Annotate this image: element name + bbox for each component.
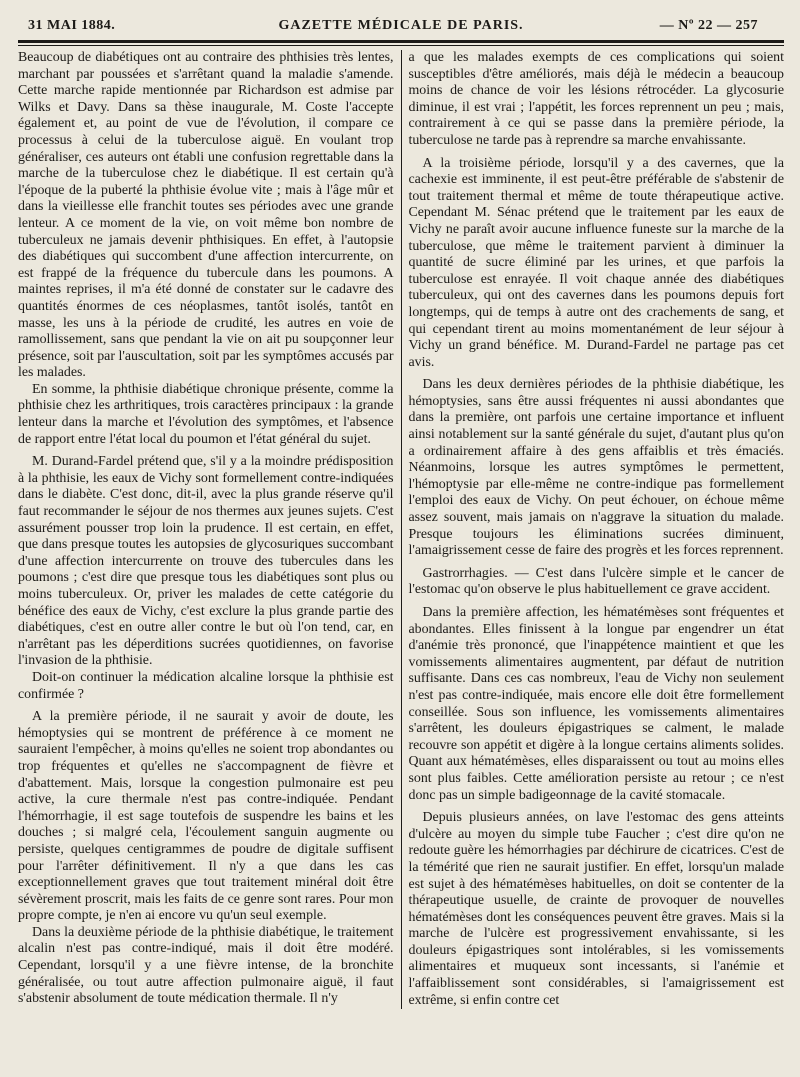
journal-title: GAZETTE MÉDICALE DE PARIS. bbox=[278, 18, 524, 33]
header-rule-thick bbox=[18, 40, 784, 43]
section-heading-paragraph: Gastrorrhagies. — C'est dans l'ulcère simple et le cancer de l'estomac qu'on observe le plus habituellement ce grave accident. bbox=[408, 565, 784, 598]
paragraph: M. Durand-Fardel prétend que, s'il y a la moindre prédisposition à la phthisie, les eaux de Vichy sont formellement contre-indiquées dans le diabète. C'est donc, dit-il, avec la plus grande réserve qu'il faut recommander le séjour de nos thermes aux jeunes sujets. C'est assurément pousser trop loin la prudence. Il est certain, en effet, que dans presque toutes les autopsies de glycosuriques succombant d'une affection intercurrente on trouve des tubercules dans les poumons ; c'est dire que presque tous les diabétiques sont plus ou moins tuberculeux. Or, priver les malades de cette catégorie du bénéfice des eaux de Vichy, c'est exclure la plus grande partie des diabétiques, c'est en outre aller contre le but où l'on tend, car, en n'arrêtant pas les déperditions sucrées quotidiennes, on favorise l'invasion de la phthisie. bbox=[18, 454, 394, 669]
right-column bbox=[402, 50, 785, 1009]
paragraph: A la troisième période, lorsqu'il y a des cavernes, que la cachexie est imminente, il est peut-être préférable de s'abstenir de tout traitement thermal et même de toute thérapeutique active. Cependant M. Sénac prétend que le traitement par les eaux de Vichy ne paraît avoir aucune influence funeste sur la marche de la tuberculose, que même le traitement parvient à diminuer la quantité de sucre éliminé par les urines, et que parfois la tuberculose est enrayée. Il voit chaque année des diabétiques tuberculeux, qui ont des cavernes dans les poumons depuis fort longtemps, qui de temps à autre ont des crachements de sang, et qui cependant tirent au moins momentanément de leur séjour à Vichy un grand bénéfice. M. Durand-Fardel ne partage pas cet avis. bbox=[408, 155, 784, 370]
page-header bbox=[18, 12, 784, 34]
paragraph: Dans la première affection, les hématémèses sont fréquentes et abondantes. Elles finissent à la longue par engendrer un état d'anémie très prononcé, que l'inappétence maintient et que les vomissements alimentaires augmentent, par défaut de nutrition suffisante. Dans ces cas nombreux, l'eau de Vichy non seulement n'est pas contre-indiquée, mais encore elle doit être formellement conseillée. Sous son influence, les vomissements alimentaires s'arrêtent, les douleurs épigastriques se calment, le malade recouvre son appétit et digère à la longue certains aliments solides. Quant aux hématémèses, elles disparaissent ou tout au moins elles sont plus faibles. Cette amélioration persiste au retour ; ce n'est donc pas un simple badigeonnage de la cavité stomacale. bbox=[408, 605, 784, 803]
paragraph: En somme, la phthisie diabétique chronique présente, comme la phthisie chez les arthritiques, trois caractères principaux : la grande lenteur dans la marche et l'évolution des symptômes, et l'absence de rapport entre l'état local du poumon et l'état général du sujet. bbox=[18, 381, 394, 447]
paragraph: a que les malades exempts de ces complications qui soient susceptibles d'être améliorés, mais déjà le médecin a beaucoup moins de chance de voir les lésions rétrocéder. La glycosurie diminue, il est vrai ; l'appétit, les forces reprennent un peu ; mais, contrairement à ce qui se passe dans la première période, la tuberculose ne tarde pas à reprendre sa marche envahissante. bbox=[408, 50, 784, 148]
paragraph: Doit-on continuer la médication alcaline lorsque la phthisie est confirmée ? bbox=[18, 669, 394, 702]
issue-page-number: — Nº 22 — 257 bbox=[659, 18, 758, 33]
left-column bbox=[18, 50, 401, 1009]
paragraph: Depuis plusieurs années, on lave l'estomac des gens atteints d'ulcère au moyen du simple tube Faucher ; c'est dire qu'on ne redoute guère les hémorrhagies par déchirure de cicatrices. C'est de la témérité que rien ne saurait justifier. En effet, lorsqu'un malade est sujet à des hématémèses habituelles, on doit se contenter de la thérapeutique usuelle, de crainte de provoquer de nouvelles hématémèses dont les conséquences peuvent être graves. Mais si la marche de l'ulcère est progressivement envahissante, si les douleurs épigastriques sont intolérables, si les vomissements alimentaires et muqueux sont incessants, si l'anémie et l'affaiblissement sont considérables, si l'amaigrissement est extrême, si enfin contre cet bbox=[408, 810, 784, 1008]
paragraph: A la première période, il ne saurait y avoir de doute, les hémoptysies qui se montrent de préférence à ce moment ne sauraient l'empêcher, à moins qu'elles ne soient trop abondantes ou trop fréquentes et qu'elles ne s'accompagnent de fièvre et d'abattement. Mais, lorsque la congestion pulmonaire est peu active, la cure thermale n'est pas contre-indiquée. Pendant l'hémorrhagie, il est sage toutefois de suspendre les bains et les douches ; si malgré cela, l'écoulement sanguin augmente ou persiste, quelques centigrammes de poudre de digitale suffisent pour l'arrêter définitivement. Il n'y a que dans les cas exceptionnellement graves que tout traitement minéral doit être sévèrement proscrit, mais les faits de ce genre sont rares. Pour mon propre compte, je n'en ai encore vu qu'un seul exemple. bbox=[18, 709, 394, 924]
article-columns bbox=[18, 50, 784, 1009]
paragraph: Beaucoup de diabétiques ont au contraire des phthisies très lentes, marchant par poussées et s'arrêtant quand la maladie s'amende. Cette marche rapide mentionnée par Richardson est admise par Wilks et Davy. Dans sa thèse inaugurale, M. Coste l'accepte également et, au point de vue de l'évolution, il compare ce processus à celui de la tuberculose aiguë. En voulant trop généraliser, ces auteurs ont établi une confusion regrettable dans la marche de la tuberculose chez le diabétique. Il est certain qu'à l'époque de la puberté la phthisie évolue vite ; mais à l'âge mûr et dans la vieillesse elle franchit toutes ses périodes avec une grande lenteur. A ce moment de la vie, on voit même bon nombre de tuberculeux ne jamais devenir phthisiques. En effet, à l'autopsie des diabétiques qui succombent d'une affection intercurrente, on est frappé de la fréquence du tubercule dans les poumons. A maintes reprises, il m'a été donné de constater sur le cadavre des quantités énormes de ces néoplasmes, tantôt isolés, tantôt en masse, les uns à la période de crudité, les autres en voie de ramollissement, sans que pendant la vie on ait pu soupçonner leur présence, soit par l'auscultation, soit par les symptômes accusés par les malades. bbox=[18, 50, 394, 381]
paragraph: Dans la deuxième période de la phthisie diabétique, le traitement alcalin n'est pas contre-indiqué, mais il doit être modéré. Cependant, lorsqu'il y a une fièvre intense, de la bronchite généralisée, ou tout autre affection pulmonaire aiguë, il faut s'abstenir absolument de toute médication thermale. Il n'y bbox=[18, 924, 394, 1007]
header-rule-thin bbox=[18, 45, 784, 46]
paragraph: Dans les deux dernières périodes de la phthisie diabétique, les hémoptysies, sans être aussi fréquentes ni aussi abondantes que dans la première, ont parfois une certaine importance et influent ainsi notablement sur la santé générale du sujet, d'autant plus qu'on a ordinairement affaire à des gens affaiblis et très émaciés. Néanmoins, lorsque les autres symptômes le permettent, l'hémoptysie par elle-même ne contre-indique pas formellement l'emploi des eaux de Vichy. On peut échouer, on échoue même assez souvent, mais jamais on n'aggrave la situation du malade. Presque toujours les éliminations sucrées diminuent, l'amaigrissement cesse de faire des progrès et les forces reprennent. bbox=[408, 377, 784, 559]
issue-date: 31 MAI 1884. bbox=[28, 18, 116, 33]
